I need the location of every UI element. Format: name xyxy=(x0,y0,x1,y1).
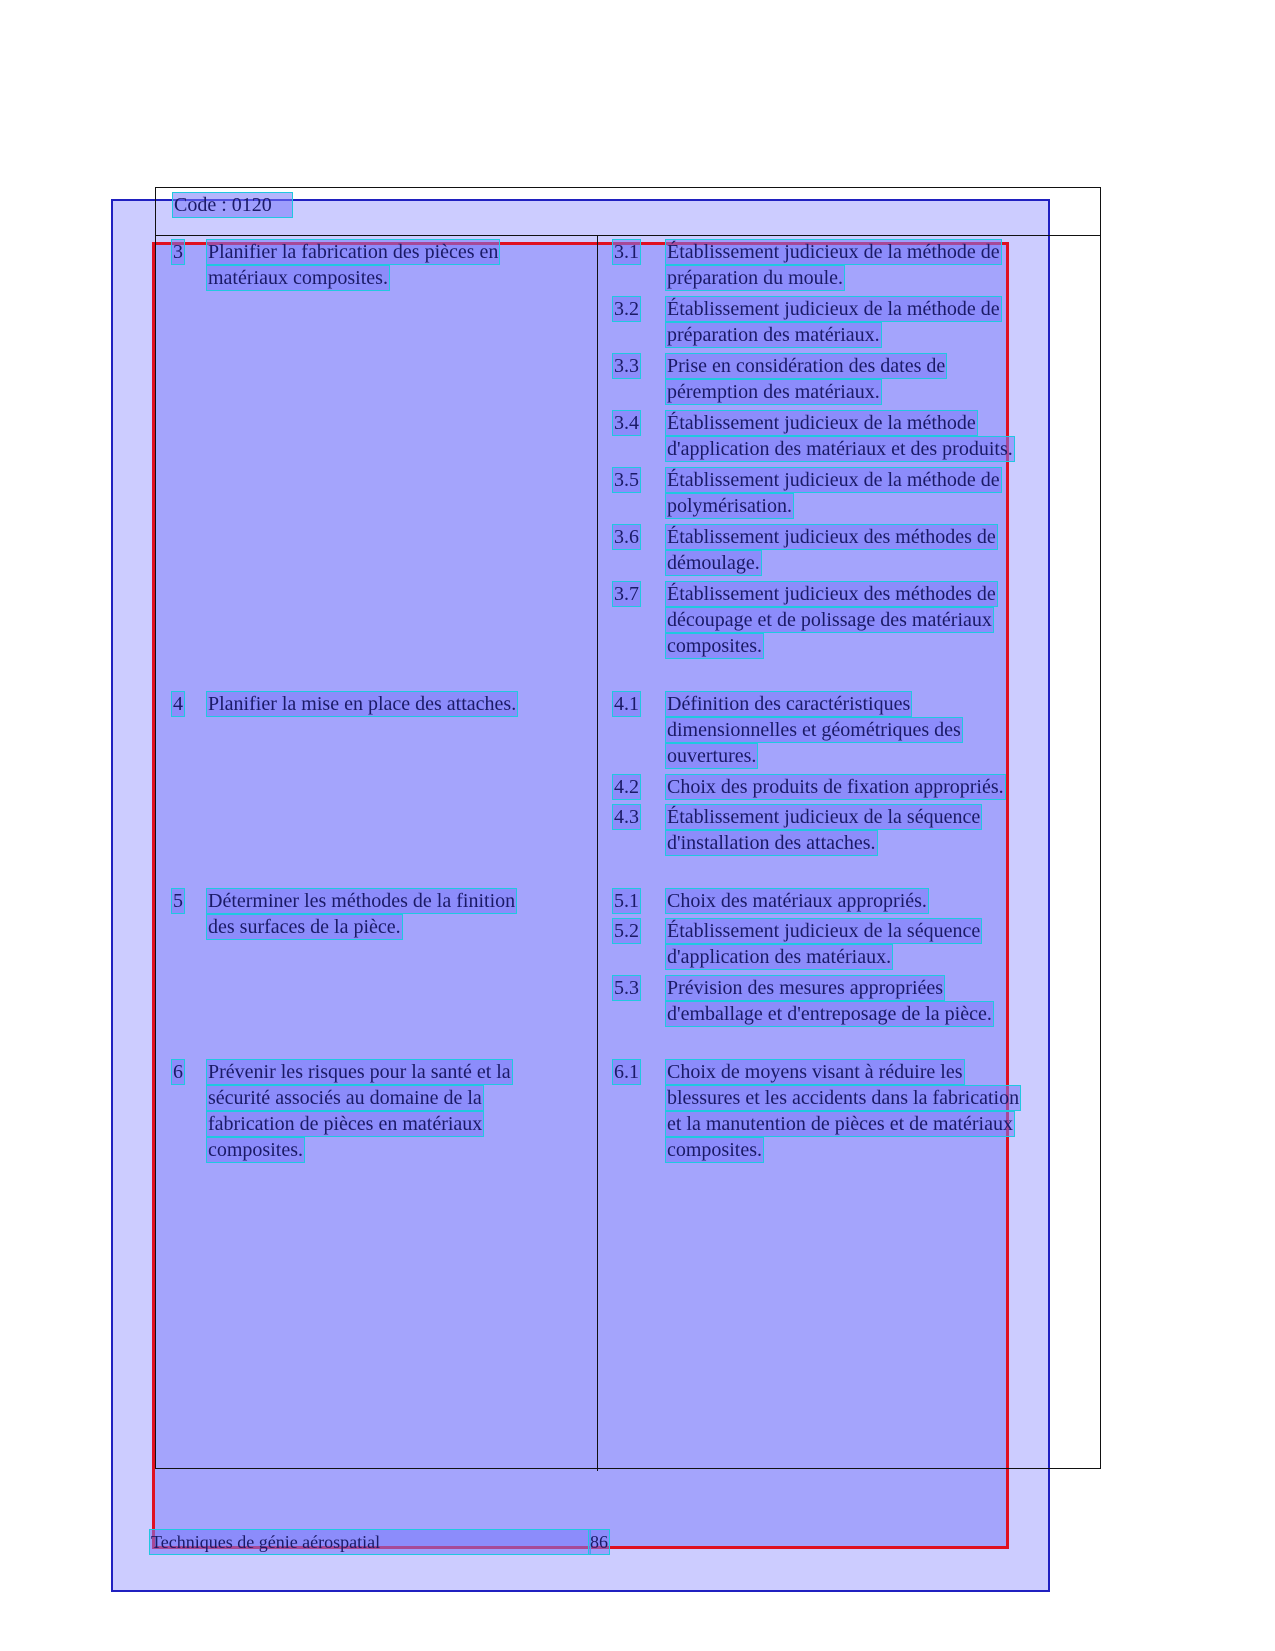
right-item-line: Prévision des mesures appropriées xyxy=(667,977,944,999)
right-item-line: d'application des matériaux et des produits. xyxy=(667,438,1013,460)
right-item-line: Établissement judicieux de la méthode de xyxy=(667,298,1000,320)
right-item-line: Établissement judicieux de la méthode de xyxy=(667,469,1000,491)
left-item-number: 5 xyxy=(173,890,183,912)
right-item-line: Établissement judicieux des méthodes de xyxy=(667,526,996,548)
left-item-line: sécurité associés au domaine de la xyxy=(208,1087,482,1109)
left-item-number: 3 xyxy=(173,241,183,263)
left-item-line: composites. xyxy=(208,1139,303,1161)
right-item-line: d'installation des attaches. xyxy=(667,832,876,854)
right-item-line: Établissement judicieux des méthodes de xyxy=(667,583,996,605)
footer-page-number: 86 xyxy=(590,1532,608,1552)
left-item-line: Prévenir les risques pour la santé et la xyxy=(208,1061,511,1083)
right-item-line: composites. xyxy=(667,1139,762,1161)
column-divider xyxy=(597,235,598,1471)
code-label: Code : 0120 xyxy=(173,193,292,217)
right-item-line: Choix de moyens visant à réduire les xyxy=(667,1061,963,1083)
left-item-line: matériaux composites. xyxy=(208,267,388,289)
right-item-line: et la manutention de pièces et de matériaux xyxy=(667,1113,1013,1135)
right-item-line: Prise en considération des dates de xyxy=(667,355,946,377)
right-item-number: 3.4 xyxy=(614,412,639,434)
right-item-number: 3.3 xyxy=(614,355,639,377)
right-item-line: découpage et de polissage des matériaux xyxy=(667,609,992,631)
right-item-line: Choix des produits de fixation appropriés. xyxy=(667,776,1004,798)
right-item-number: 4.3 xyxy=(614,806,639,828)
right-item-line: d'emballage et d'entreposage de la pièce. xyxy=(667,1003,992,1025)
left-item-line: des surfaces de la pièce. xyxy=(208,916,401,938)
right-item-number: 3.7 xyxy=(614,583,639,605)
right-item-line: Choix des matériaux appropriés. xyxy=(667,890,927,912)
right-item-line: Établissement judicieux de la séquence xyxy=(667,806,981,828)
left-item-number: 6 xyxy=(173,1061,183,1083)
header-rule xyxy=(155,235,1101,236)
left-item-line: Planifier la mise en place des attaches. xyxy=(208,693,517,715)
footer-title: Techniques de génie aérospatial xyxy=(150,1530,590,1554)
right-item-line: préparation du moule. xyxy=(667,267,844,289)
right-item-line: Établissement judicieux de la méthode xyxy=(667,412,976,434)
right-item-line: polymérisation. xyxy=(667,495,792,517)
right-item-number: 5.1 xyxy=(614,890,639,912)
left-item-number: 4 xyxy=(173,693,183,715)
right-item-line: Établissement judicieux de la méthode de xyxy=(667,241,1000,263)
right-item-number: 3.2 xyxy=(614,298,639,320)
right-item-number: 5.3 xyxy=(614,977,639,999)
left-item-line: Déterminer les méthodes de la finition xyxy=(208,890,516,912)
right-item-number: 6.1 xyxy=(614,1061,639,1083)
right-item-line: composites. xyxy=(667,635,762,657)
right-item-line: ouvertures. xyxy=(667,745,757,767)
right-item-line: d'application des matériaux. xyxy=(667,946,892,968)
right-item-line: préparation des matériaux. xyxy=(667,324,880,346)
right-item-number: 3.6 xyxy=(614,526,639,548)
right-item-number: 5.2 xyxy=(614,920,639,942)
right-item-line: dimensionnelles et géométriques des xyxy=(667,719,961,741)
right-item-number: 4.1 xyxy=(614,693,639,715)
left-item-line: fabrication de pièces en matériaux xyxy=(208,1113,483,1135)
right-item-line: blessures et les accidents dans la fabrication xyxy=(667,1087,1020,1109)
right-item-line: Établissement judicieux de la séquence xyxy=(667,920,981,942)
right-item-number: 4.2 xyxy=(614,776,639,798)
right-item-line: péremption des matériaux. xyxy=(667,381,880,403)
left-item-line: Planifier la fabrication des pièces en xyxy=(208,241,499,263)
right-item-number: 3.1 xyxy=(614,241,639,263)
right-item-number: 3.5 xyxy=(614,469,639,491)
right-item-line: Définition des caractéristiques xyxy=(667,693,911,715)
right-item-line: démoulage. xyxy=(667,552,760,574)
